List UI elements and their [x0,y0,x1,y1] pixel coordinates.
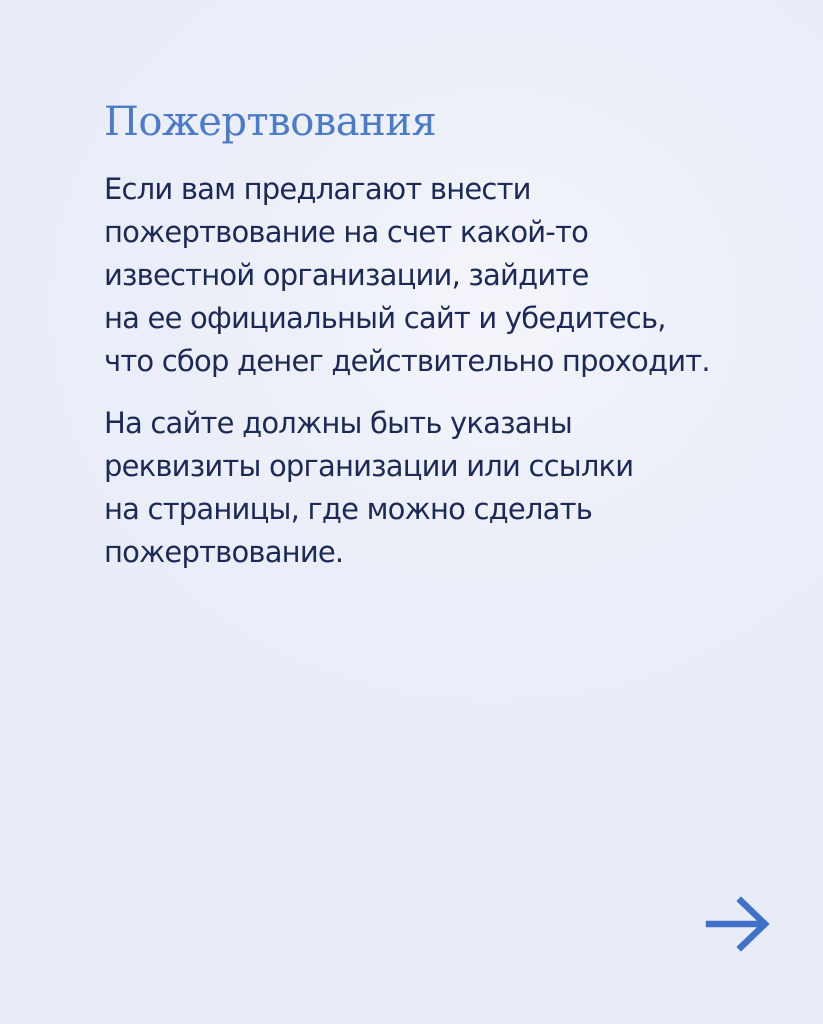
text-line: Если вам предлагают внести [104,172,531,206]
text-line: На сайте должны быть указаны [104,406,572,440]
text-line: реквизиты организации или ссылки [104,449,634,483]
text-line: пожертвование на счет какой-то [104,215,589,249]
paragraph-requisites [104,402,633,574]
text-line: пожертвование. [104,535,344,569]
slide-title: Пожертвования [104,99,437,145]
text-line: известной организации, зайдите [104,258,589,292]
paragraph-donation-check [104,168,710,383]
text-line: что сбор денег действительно проходит. [104,344,710,378]
arrow-right-icon [705,895,773,953]
next-slide-button[interactable] [705,895,773,953]
text-line: на ее официальный сайт и убедитесь, [104,301,666,335]
text-line: на страницы, где можно сделать [104,492,592,526]
